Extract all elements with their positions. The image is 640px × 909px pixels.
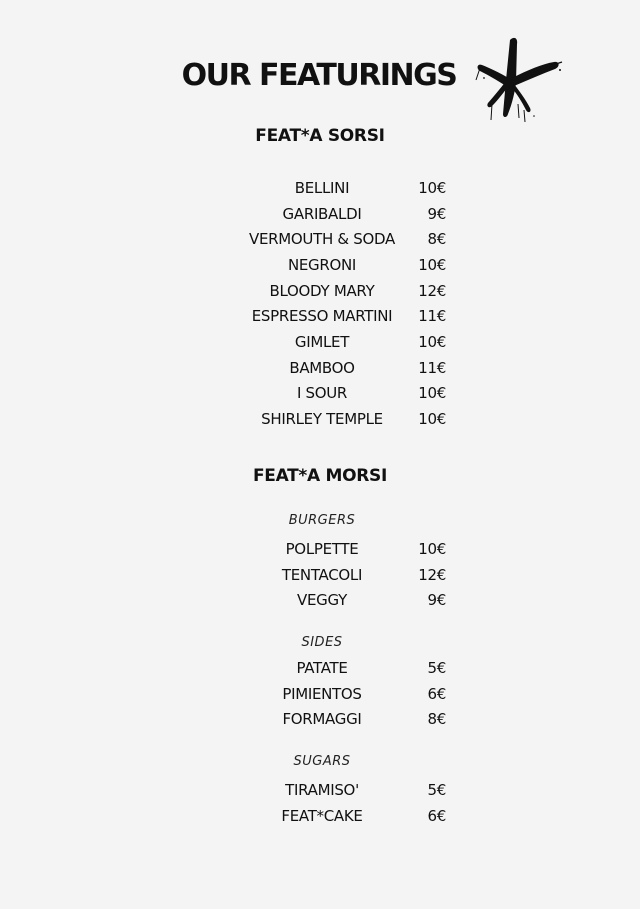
item-name: BAMBOO [289, 359, 355, 377]
menu-item [0, 564, 640, 586]
item-price: 10€ [418, 384, 446, 402]
item-name: PIMIENTOS [282, 685, 362, 703]
item-name: TENTACOLI [281, 566, 363, 584]
item-price: 11€ [418, 359, 446, 377]
menu-item [0, 331, 640, 353]
item-name: VEGGY [297, 591, 347, 609]
item-price: 5€ [427, 659, 446, 677]
category-label-sugars: SUGARS [293, 754, 351, 769]
item-price: 10€ [418, 333, 446, 351]
asterisk-brush-icon [472, 34, 566, 126]
menu-item [0, 228, 640, 250]
item-price: 10€ [418, 540, 446, 558]
item-name: TIRAMISO' [285, 781, 359, 799]
page-title: OUR FEATURINGS [181, 58, 457, 93]
menu-item [0, 408, 640, 430]
menu-item [0, 177, 640, 199]
item-name: POLPETTE [285, 540, 359, 558]
category-label-burgers: BURGERS [288, 513, 356, 528]
item-name: BELLINI [294, 179, 350, 197]
menu-item [0, 382, 640, 404]
menu-item [0, 280, 640, 302]
item-price: 12€ [418, 282, 446, 300]
item-price: 10€ [418, 256, 446, 274]
menu-item [0, 203, 640, 225]
item-name: VERMOUTH & SODA [249, 230, 395, 248]
item-price: 11€ [418, 307, 446, 325]
item-price: 10€ [418, 179, 446, 197]
item-price: 9€ [427, 205, 446, 223]
item-price: 9€ [427, 591, 446, 609]
category-label-sides: SIDES [301, 635, 343, 650]
item-name: ESPRESSO MARTINI [251, 307, 393, 325]
item-price: 8€ [427, 230, 446, 248]
item-price: 6€ [427, 807, 446, 825]
item-name: I SOUR [296, 384, 348, 402]
item-price: 8€ [427, 710, 446, 728]
menu-item [0, 683, 640, 705]
item-name: SHIRLEY TEMPLE [261, 410, 383, 428]
item-price: 10€ [418, 410, 446, 428]
item-price: 5€ [427, 781, 446, 799]
menu-item [0, 657, 640, 679]
item-price: 6€ [427, 685, 446, 703]
menu-item [0, 357, 640, 379]
section-heading-sorsi: FEAT*A SORSI [255, 126, 385, 146]
menu-item [0, 779, 640, 801]
item-name: FORMAGGI [282, 710, 362, 728]
item-name: GIMLET [294, 333, 350, 351]
menu-item [0, 254, 640, 276]
menu-item [0, 708, 640, 730]
section-heading-morsi: FEAT*A MORSI [252, 466, 388, 486]
item-name: NEGRONI [287, 256, 357, 274]
item-name: BLOODY MARY [269, 282, 375, 300]
menu-item [0, 589, 640, 611]
item-name: PATATE [296, 659, 348, 677]
menu-item [0, 305, 640, 327]
menu-item [0, 805, 640, 827]
menu-item [0, 538, 640, 560]
item-price: 12€ [418, 566, 446, 584]
item-name: FEAT*CAKE [281, 807, 363, 825]
item-name: GARIBALDI [282, 205, 362, 223]
